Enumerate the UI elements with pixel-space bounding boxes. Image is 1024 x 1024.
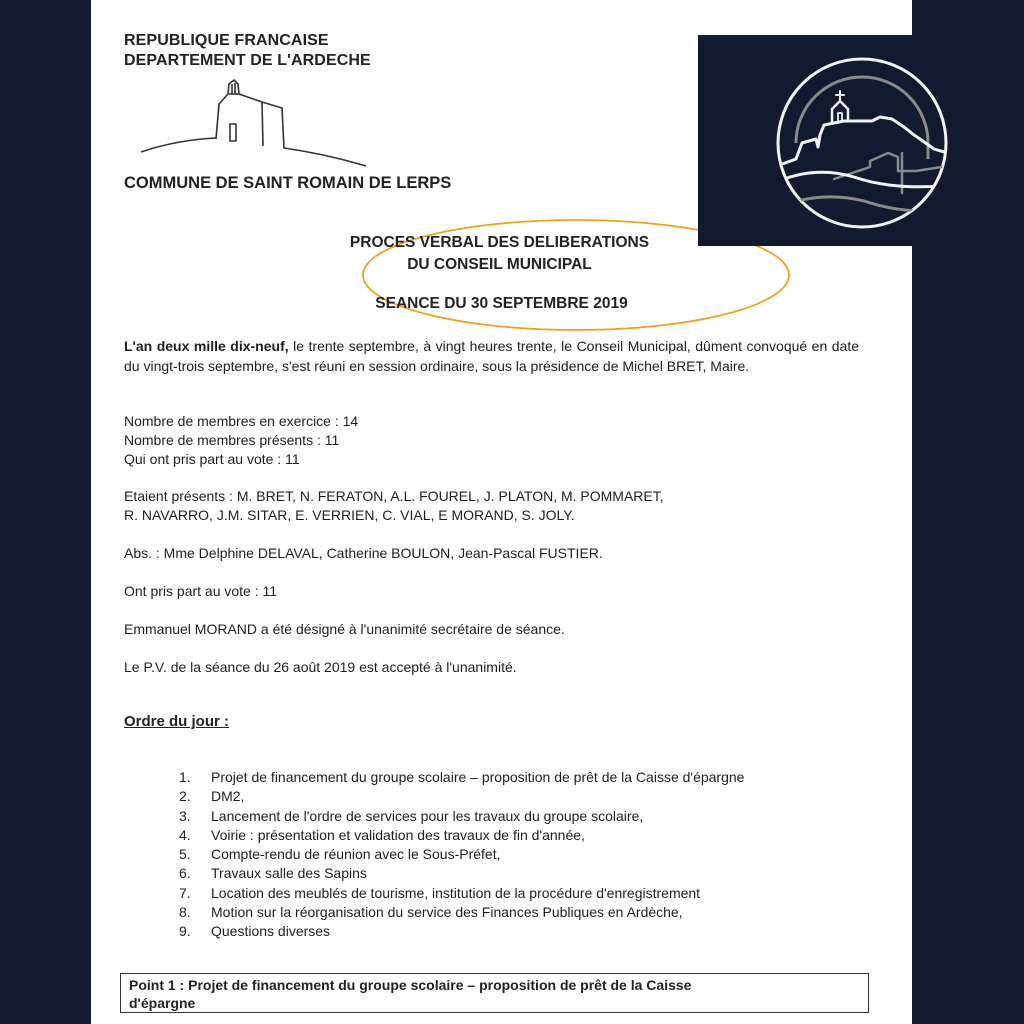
agenda-num: 6. [179, 865, 191, 882]
title-line-1: PROCES VERBAL DES DELIBERATIONS [349, 234, 650, 251]
count-vote: Qui ont pris part au vote : 11 [124, 451, 300, 467]
intro-bold-lead: L'an deux mille dix-neuf, [124, 338, 289, 354]
agenda-text: Voirie : présentation et validation des travaux de fin d'année, [211, 826, 585, 843]
agenda-num: 8. [179, 904, 191, 921]
secretaire-line: Emmanuel MORAND a été désigné à l'unanimité secrétaire de séance. [124, 621, 565, 637]
agenda-text: Compte-rendu de réunion avec le Sous-Préfet, [211, 846, 501, 863]
village-emblem-icon [774, 55, 950, 231]
agenda-item [179, 768, 744, 787]
agenda-text: Travaux salle des Sapins [211, 865, 367, 882]
point-1-line-2: d'épargne [129, 995, 196, 1011]
header-departement: DEPARTEMENT DE L'ARDECHE [124, 52, 371, 69]
church-hill-icon [136, 78, 366, 170]
agenda-item [179, 903, 744, 922]
ordre-du-jour-heading: Ordre du jour : [124, 713, 229, 730]
presents-line-2: R. NAVARRO, J.M. SITAR, E. VERRIEN, C. VIAL, E MORAND, S. JOLY. [124, 507, 575, 523]
agenda-text: Lancement de l'ordre de services pour les travaux du groupe scolaire, [211, 807, 644, 824]
agenda-item [179, 787, 744, 806]
agenda-text: Questions diverses [211, 923, 331, 940]
agenda-num: 3. [179, 807, 191, 824]
absents-line: Abs. : Mme Delphine DELAVAL, Catherine BOULON, Jean-Pascal FUSTIER. [124, 545, 603, 561]
agenda-item [179, 864, 744, 883]
agenda-num: 9. [179, 923, 191, 940]
count-presents: Nombre de membres présents : 11 [124, 432, 340, 448]
agenda-num: 4. [179, 826, 191, 843]
agenda-text: Projet de financement du groupe scolaire – proposition de prêt de la Caisse d'épargne [211, 769, 745, 785]
agenda-item [179, 922, 744, 941]
agenda-num: 5. [179, 846, 191, 863]
agenda-num: 2. [179, 788, 191, 805]
title-line-2: DU CONSEIL MUNICIPAL [407, 256, 592, 273]
agenda-text: Location des meublés de tourisme, institution de la procédure d'enregistrement [211, 884, 701, 901]
agenda-item [179, 807, 744, 826]
agenda-num: 7. [179, 884, 191, 901]
agenda-item [179, 845, 744, 864]
intro-rest: le trente septembre, à vingt heures trente, le Conseil Municipal, dûment convoqué en date du vingt-trois septembre, s'est réuni en session ordinaire, sous la présidence de Michel BRET, Maire. [124, 338, 859, 374]
vote-line: Ont pris part au vote : 11 [124, 583, 278, 599]
logo-panel [698, 35, 1024, 246]
count-en-exercice: Nombre de membres en exercice : 14 [124, 413, 359, 429]
point-1-line-1: Point 1 : Projet de financement du groupe scolaire – proposition de prêt de la Caisse [129, 977, 692, 993]
point-1-box [120, 973, 869, 1013]
header-republique: REPUBLIQUE FRANCAISE [124, 32, 329, 49]
agenda-text: Motion sur la réorganisation du service des Finances Publiques en Ardèche, [211, 904, 683, 921]
intro-paragraph [124, 337, 859, 376]
commune-name: COMMUNE DE SAINT ROMAIN DE LERPS [124, 174, 452, 192]
seance-date: SEANCE DU 30 SEPTEMBRE 2019 [375, 295, 628, 312]
agenda-item [179, 884, 744, 903]
agenda-item [179, 826, 744, 845]
pv-line: Le P.V. de la séance du 26 août 2019 est accepté à l'unanimité. [124, 659, 517, 675]
presents-line-1: Etaient présents : M. BRET, N. FERATON, A.L. FOUREL, J. PLATON, M. POMMARET, [124, 488, 664, 504]
agenda-text: DM2, [211, 788, 245, 805]
agenda-num: 1. [179, 769, 191, 785]
agenda-list [179, 768, 744, 942]
